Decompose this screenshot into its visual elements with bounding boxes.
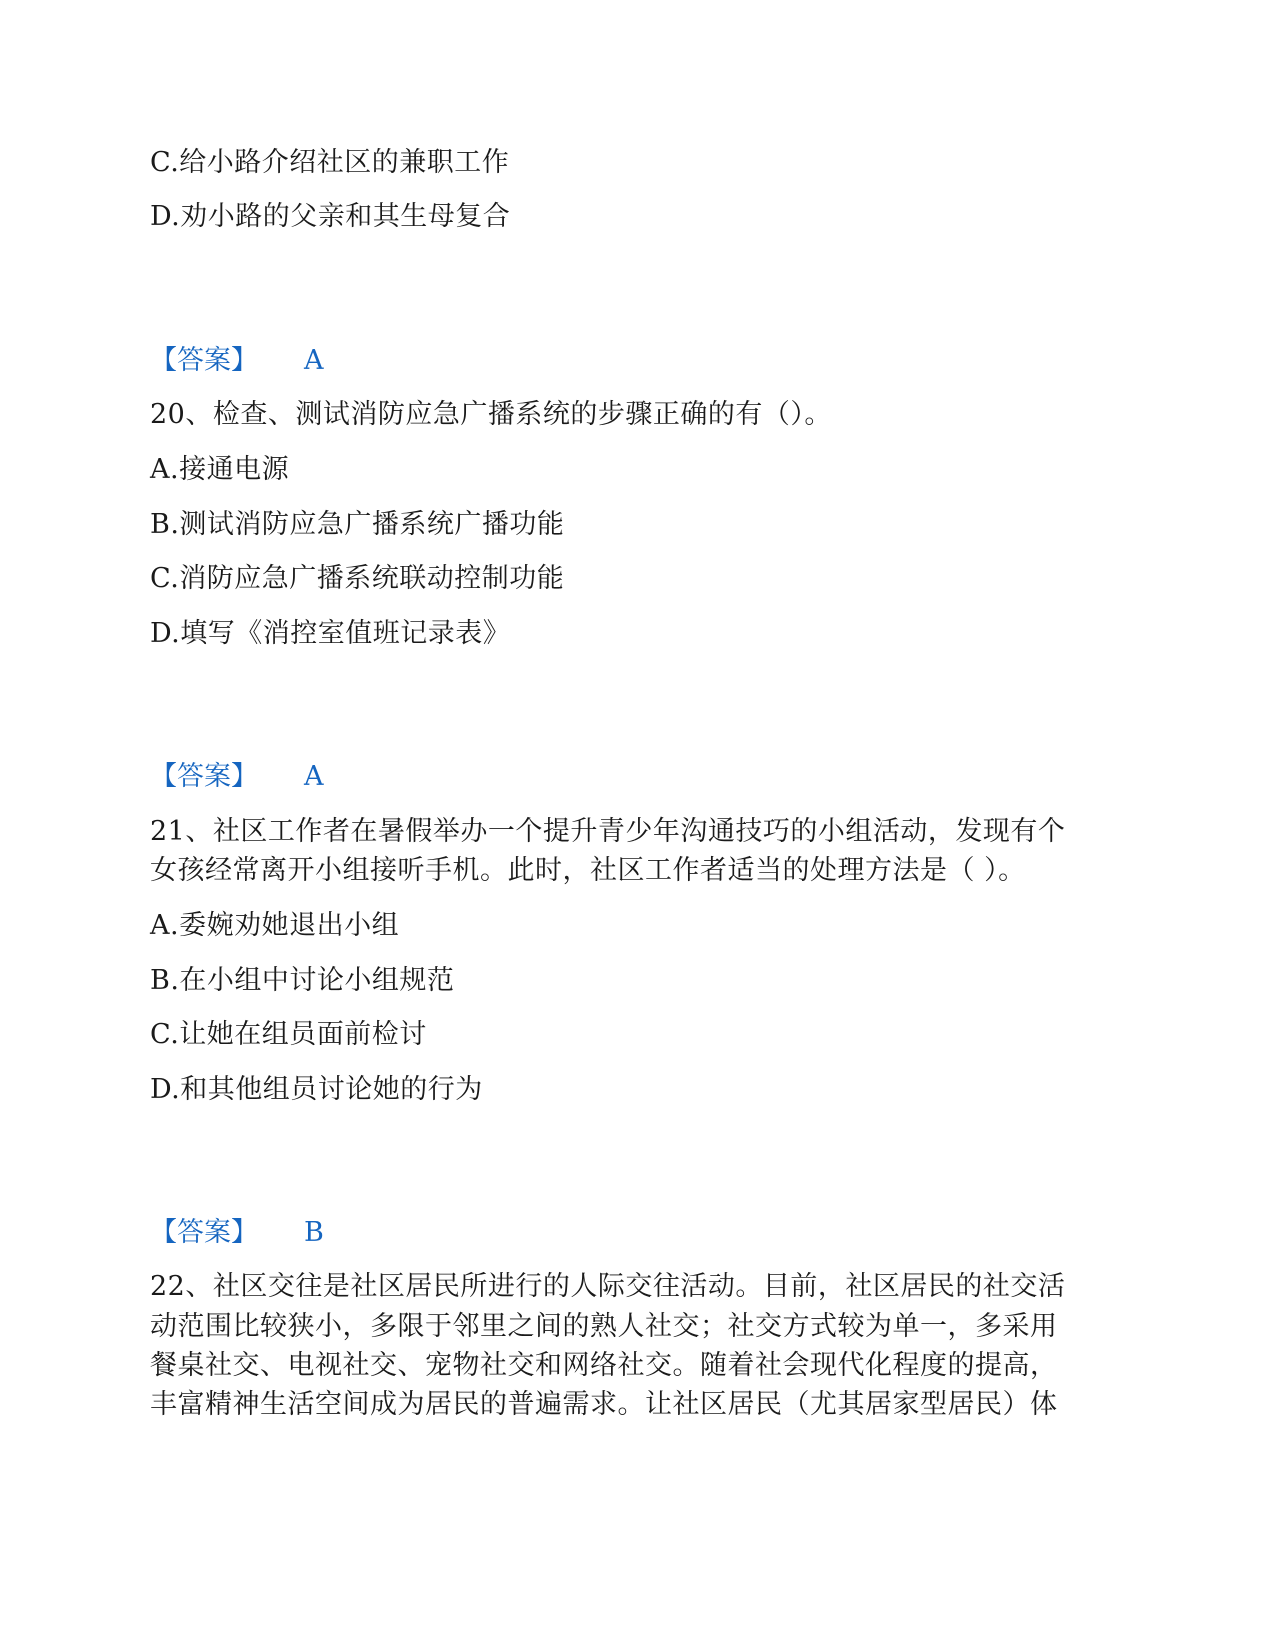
q22-stem-line-2: 动范围比较狭小，多限于邻里之间的熟人社交；社交方式较为单一，多采用	[150, 1311, 1058, 1342]
q20-option-c: C.消防应急广播系统联动控制功能	[150, 563, 565, 594]
answer-21	[150, 1214, 324, 1252]
q21-option-a: A.委婉劝她退出小组	[150, 910, 400, 941]
answer-value: A	[304, 761, 324, 792]
q20-option-d: D.填写《消控室值班记录表》	[150, 618, 511, 649]
answer-label: 【答案】	[150, 1217, 258, 1248]
q21-stem-line-1: 21、社区工作者在暑假举办一个提升青少年沟通技巧的小组活动，发现有个	[150, 816, 1066, 847]
q20-stem: 20、检查、测试消防应急广播系统的步骤正确的有（）。	[150, 399, 832, 430]
q20-option-a: A.接通电源	[150, 454, 290, 485]
answer-20	[150, 758, 324, 796]
q21-option-d: D.和其他组员讨论她的行为	[150, 1074, 483, 1105]
q22-stem-line-1: 22、社区交往是社区居民所进行的人际交往活动。目前，社区居民的社交活	[150, 1271, 1066, 1302]
q20-option-b: B.测试消防应急广播系统广播功能	[150, 509, 565, 540]
q22-stem-line-4: 丰富精神生活空间成为居民的普遍需求。让社区居民（尤其居家型居民）体	[150, 1389, 1058, 1420]
answer-19	[150, 342, 324, 380]
q21-option-b: B.在小组中讨论小组规范	[150, 965, 455, 996]
q19-option-c: C.给小路介绍社区的兼职工作	[150, 147, 510, 178]
q19-option-d: D.劝小路的父亲和其生母复合	[150, 201, 511, 232]
answer-label: 【答案】	[150, 761, 258, 792]
answer-value: A	[304, 345, 324, 376]
q21-option-c: C.让她在组员面前检讨	[150, 1019, 427, 1050]
q21-stem-line-2: 女孩经常离开小组接听手机。此时，社区工作者适当的处理方法是（ ）。	[150, 855, 1026, 886]
q22-stem-line-3: 餐桌社交、电视社交、宠物社交和网络社交。随着社会现代化程度的提高，	[150, 1350, 1058, 1381]
answer-label: 【答案】	[150, 345, 258, 376]
answer-value: B	[304, 1217, 324, 1248]
